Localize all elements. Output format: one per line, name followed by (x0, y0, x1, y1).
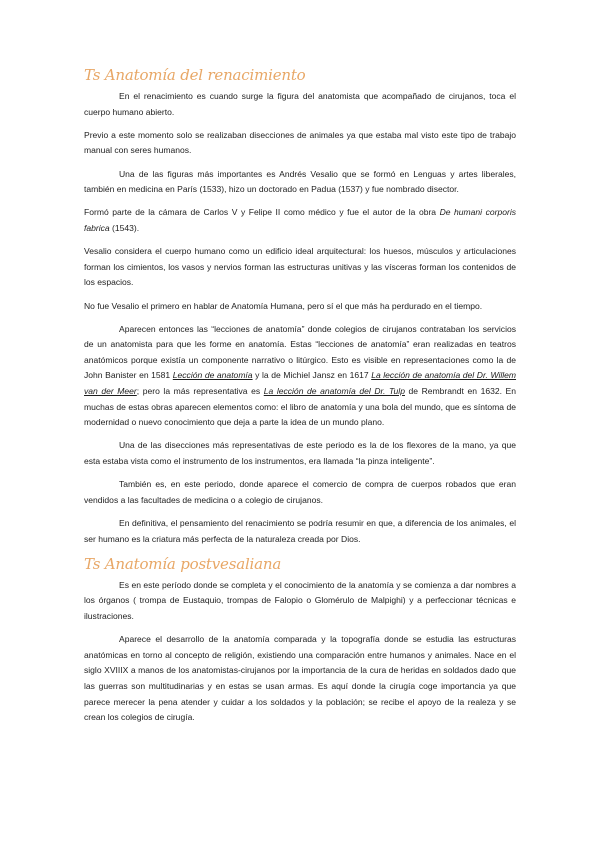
paragraph: No fue Vesalio el primero en hablar de Anatomía Humana, pero sí el que más ha perdurado en el tiempo. (84, 300, 483, 311)
book-title: De humani corporis fabrica (84, 207, 516, 233)
paragraph: Una de las figuras más importantes es Andrés Vesalio que se formó en Lenguas y artes liberales, también en medicina en París (1533), hizo un doctorado en Padua (1537) y fue nombrado disector. (84, 168, 516, 195)
text-run: Formó parte de la cámara de Carlos V y Felipe II como médico y fue el autor de la obra (84, 207, 440, 218)
paragraph: Vesalio considera el cuerpo humano como un edificio ideal arquitectural: los huesos, músculos y articulaciones forman los cimientos, los vasos y nervios forman las estructuras unitivas y las vísceras forman los contenidos de los espacios. (84, 246, 516, 288)
paragraph: Es en este período donde se completa y el conocimiento de la anatomía y se comienza a dar nombres a los órganos ( trompa de Eustaquio, trompas de Falopio o Glomérulo de Malpighi) y a perfeccionar técnicas e ilustraciones. (84, 579, 516, 621)
text-run: de Rembrandt en 1632. En muchas de estas obras aparecen elementos como: el libro de anatomía y una bola del mundo, que es síntoma de modernidad o nuevo conocimiento que deja a parte la idea de un mundo plano. (84, 386, 517, 428)
paragraph: Una de las disecciones más representativas de este periodo es la de los flexores de la mano, ya que esta estaba vista como el instrumento de los instrumentos, era llamada “la pinza inteligente”. (84, 440, 516, 467)
artwork-title: La lección de anatomía del Dr. Willem van der Meer (84, 370, 517, 397)
paragraph: En definitiva, el pensamiento del renacimiento se podría resumir en que, a diferencia de los animales, el ser humano es la criatura más perfecta de la naturaleza creada por Dios. (84, 518, 516, 544)
artwork-title: La lección de anatomía del Dr. Tulp (263, 386, 405, 397)
artwork-title: Lección de anatomía (172, 370, 253, 381)
text-run: (1543). (109, 222, 140, 233)
paragraph (84, 205, 516, 236)
paragraph: En el renacimiento es cuando surge la figura del anatomista que acompañado de cirujanos, toca el cuerpo humano abierto. (84, 91, 516, 117)
paragraph: También es, en este periodo, donde aparece el comercio de compra de cuerpos robados que eran vendidos a las facultades de medicina o a colegio de cirujanos. (84, 479, 516, 505)
paragraph: Aparece el desarrollo de la anatomía comparada y la topografía donde se estudia las estructuras anatómicas en torno al concepto de religión, existiendo una comparación entre humanos y animales. Nace en el siglo XVIIIX a manos de los anatomistas-cirujanos por la importancia de la cura de heridas en soldados dado que las guerras son multitudinarias y en estas se usan armas. Es aquí donde la cirugía coge importancia ya que parece merecer la pena atender y cuidar a los soldados y la población; se recibe el apoyo de la realeza y se crean los colegios de cirugía. (84, 634, 516, 723)
section-heading-postvesaliana: Ts Anatomía postvesaliana (84, 554, 282, 573)
section-heading-renacimiento: Ts Anatomía del renacimiento (84, 66, 306, 84)
paragraph (84, 322, 516, 431)
text-run: y la de Michiel Jansz en 1617 (252, 370, 372, 381)
text-run: Aparecen entonces las “lecciones de anatomía” donde colegios de cirujanos contrataban los servicios de un anatomista para que les forme en anatomía. Estas “lecciones de anatomía” eran realizadas en teatros anatómicos porque existía un componente narrativo o litúrgico. Esto es visible en representaciones como la de John Banister en 1581 (84, 323, 516, 381)
text-run: ; pero la más representativa es (136, 386, 264, 397)
paragraph: Previo a este momento solo se realizaban disecciones de animales ya que estaba mal visto este tipo de trabajo manual con seres humanos. (84, 129, 516, 156)
